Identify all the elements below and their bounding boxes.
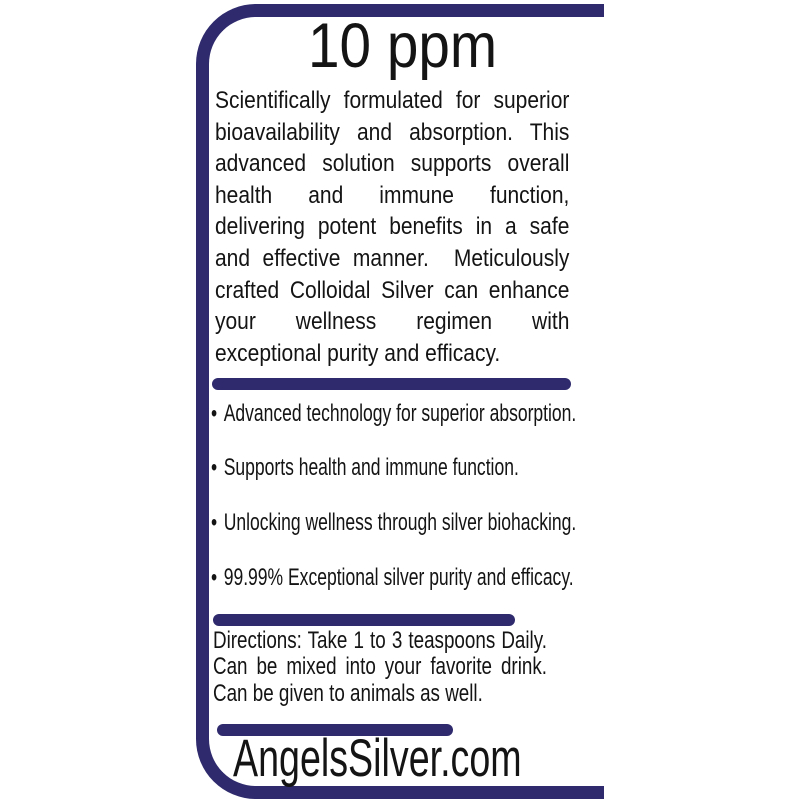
bullet-text: Advanced technology for superior absorption. bbox=[223, 400, 577, 427]
bullet-icon: • bbox=[211, 400, 218, 427]
bullet-icon: • bbox=[211, 509, 218, 536]
directions-line: Directions: Take 1 to 3 teaspoons Daily. bbox=[213, 627, 547, 654]
bullet-icon: • bbox=[211, 564, 218, 591]
description-line: health and immune function, bbox=[215, 181, 570, 209]
bullet-item bbox=[211, 402, 576, 426]
bullet-text: Supports health and immune function. bbox=[223, 454, 519, 481]
description-line: and effective manner. Meticulously bbox=[215, 244, 570, 272]
description-paragraph bbox=[215, 85, 569, 369]
description-line: advanced solution supports overall bbox=[215, 150, 570, 178]
directions-line: Can be given to animals as well. bbox=[213, 679, 483, 707]
description-line: Scientifically formulated for superior bbox=[215, 87, 570, 114]
section-divider-bar bbox=[213, 614, 515, 626]
bullet-icon: • bbox=[211, 454, 218, 481]
description-line: your wellness regimen with bbox=[215, 308, 570, 336]
directions-line: Can be mixed into your favorite drink. bbox=[213, 653, 547, 681]
bullet-item bbox=[211, 511, 576, 535]
bullet-item bbox=[211, 566, 574, 590]
description-line: delivering potent benefits in a safe bbox=[215, 213, 570, 241]
description-line: exceptional purity and efficacy. bbox=[215, 339, 501, 367]
description-line: bioavailability and absorption. This bbox=[215, 118, 570, 146]
website-url: AngelsSilver.com bbox=[233, 729, 522, 788]
bullet-item bbox=[211, 456, 519, 480]
section-divider-bar bbox=[212, 378, 571, 390]
bullet-text: Unlocking wellness through silver biohacking. bbox=[223, 509, 577, 536]
description-line: crafted Colloidal Silver can enhance bbox=[215, 276, 570, 304]
bullet-text: 99.99% Exceptional silver purity and efficacy. bbox=[223, 564, 574, 591]
concentration-title: 10 ppm bbox=[308, 11, 498, 81]
directions-paragraph bbox=[213, 628, 547, 707]
